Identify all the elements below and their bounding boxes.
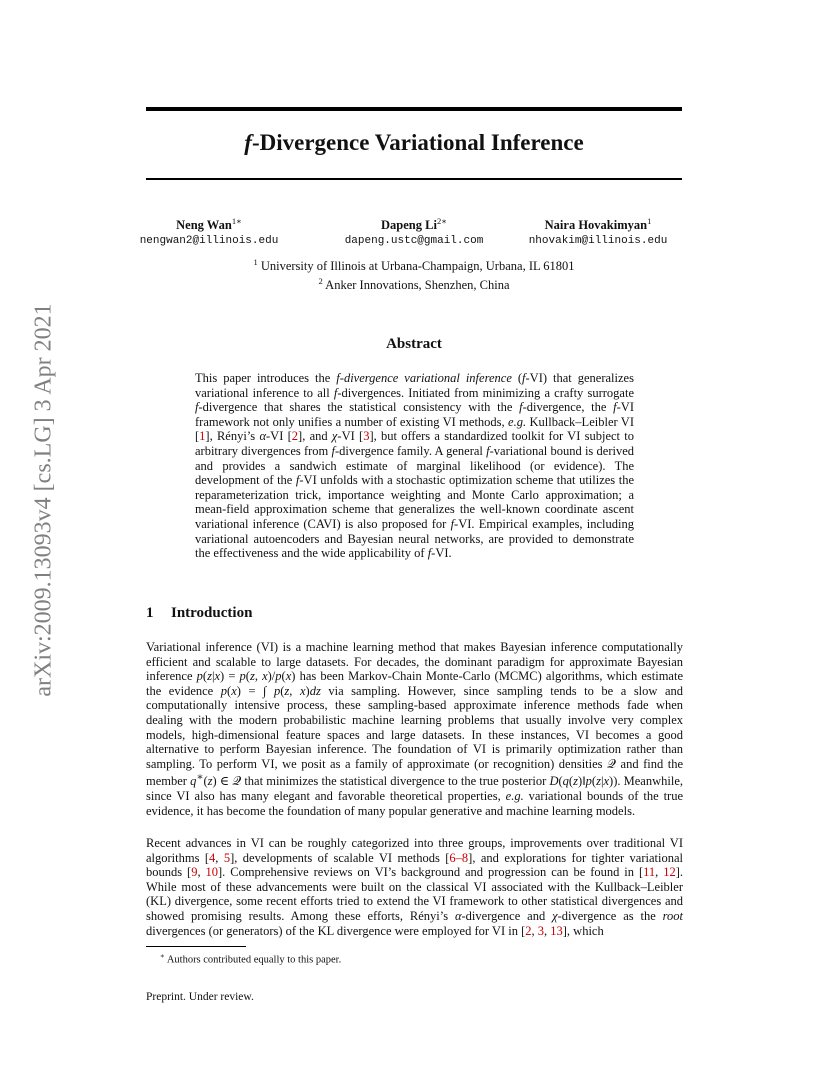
intro-paragraph-1: Variational inference (VI) is a machine learning method that makes Bayesian inference computationally efficient and scalable to large datasets. For decades, the dominant paradigm for approximate Bayesian inference p(z|x) = p(z, x)/p(x) has been Markov-Chain Monte-Carlo (MCMC) algorithms, which estimate the evidence p(x) = ∫ p(z, x)dz via sampling. However, since sampling tends to be a slow and computationally intensive process, these sampling-based approximate inference methods fade when dealing with the modern probabilistic machine learning problems that usually involve very complex models, high-dimensional feature spaces and large datasets. In these instances, VI becomes a good alternative to perform Bayesian inference. The foundation of VI is primarily optimization rather than sampling. To perform VI, we posit as a family of approximate (or recognition) densities 𝒬 and find the member q∗(z) ∈ 𝒬 that minimizes the statistical divergence to the true posterior D(q(z)‖p(z|x)). Meanwhile, since VI also has many elegant and favorable theoretical properties, e.g. variational bounds of the true evidence, it has become the foundation of many popular generative and machine learning models. — [146, 640, 684, 818]
author-name: Dapeng Li — [381, 218, 437, 233]
author-block — [139, 216, 682, 250]
citation-link[interactable]: 2 — [291, 429, 299, 444]
citation-link[interactable]: 3 — [363, 429, 370, 444]
intro-paragraph-2: Recent advances in VI can be roughly categorized into three groups, improvements over traditional VI algorithms [4, 5], developments of scalable VI methods [6–8], and explorations for tighter variational bounds [9, 10]. Comprehensive reviews on VI’s background and progression can be found in [11, 12]. While most of these advancements were built on the classical VI associated with the Kullback–Leibler (KL) divergence, some recent efforts tried to extend the VI framework to other statistical divergences and showed promising results. Among these efforts, Rényi’s α-divergence and χ-divergence as the root divergences (or generators) of the KL divergence were employed for VI in [2, 3, 13], which — [146, 836, 684, 938]
author-email[interactable]: dapeng.ustc@gmail.com — [344, 235, 484, 248]
citation-link[interactable]: 3 — [537, 923, 544, 938]
abstract-body: This paper introduces the f-divergence variational inference (f-VI) that generalizes variational inference to all f-divergences. Initiated from minimizing a crafty surrogate f-divergence that shares the statistical consistency with the f-divergence, the f-VI framework not only unifies a number of existing VI methods, e.g. Kullback–Leibler VI [1], Rényi’s α-VI [2], and χ-VI [3], but offers a standardized toolkit for VI subject to arbitrary divergences from f-divergence family. A general f-variational bound is derived and provides a sandwich estimate of marginal likelihood (or evidence). The development of the f-VI unfolds with a stochastic optimization scheme that utilizes the reparameterization trick, importance weighting and Monte Carlo approximation; a mean-field approximation scheme that generalizes the well-known coordinate ascent variational inference (CAVI) is also proposed for f-VI. Empirical examples, including variational autoencoders and Bayesian neural networks, are provided to demonstrate the effectiveness and the wide applicability of f-VI. — [195, 371, 635, 561]
title-rule-top — [146, 107, 682, 111]
citation-link[interactable]: 5 — [223, 850, 231, 865]
citation-link[interactable]: 12 — [663, 865, 676, 880]
footnote-rule — [146, 946, 246, 947]
affiliation-1: $^1$ University of Illinois at Urbana-Champaign, Urbana, IL 61801 — [253, 257, 575, 274]
section-heading: 1 Introduction — [146, 605, 253, 621]
author-3: Naira Hovakimyan$^1$ nhovakim@illinois.edu — [498, 216, 698, 247]
citation-link[interactable]: 4 — [209, 850, 216, 865]
footnote: ∗ Authors contributed equally to this paper. — [160, 952, 342, 966]
author-email[interactable]: nengwan2@illinois.edu — [139, 235, 279, 248]
citation-link[interactable]: 11 — [643, 865, 656, 880]
citation-link[interactable]: 10 — [205, 865, 219, 880]
citation-link[interactable]: 13 — [550, 923, 563, 938]
author-2: Dapeng $Li^{2∗}$ dapeng.ustc@gmail.com — [314, 216, 514, 247]
paper-title: f-Divergence Variational Inference — [244, 130, 584, 155]
citation-link[interactable]: 1 — [199, 429, 206, 444]
citation-link[interactable]: 2 — [525, 923, 532, 938]
author-email[interactable]: nhovakim@illinois.edu — [528, 235, 668, 248]
preprint-note: Preprint. Under review. — [146, 991, 254, 1003]
arxiv-identifier: arXiv:2009.13093v4 [cs.LG] 3 Apr 2021 — [30, 303, 57, 697]
citation-link[interactable]: 6–8 — [449, 850, 469, 865]
affiliation-2: $^2$ Anker Innovations, Shenzhen, China — [318, 276, 510, 293]
author-name: Naira Hovakimyan — [544, 218, 648, 233]
affiliations — [146, 255, 682, 293]
title-rule-bottom — [146, 178, 682, 180]
author-1: Neng Wan$^{1∗}$ nengwan2@illinois.edu — [109, 216, 309, 247]
citation-link[interactable]: 9 — [191, 865, 198, 880]
author-name: Neng Wan — [176, 218, 232, 233]
abstract-heading: Abstract — [386, 336, 442, 352]
